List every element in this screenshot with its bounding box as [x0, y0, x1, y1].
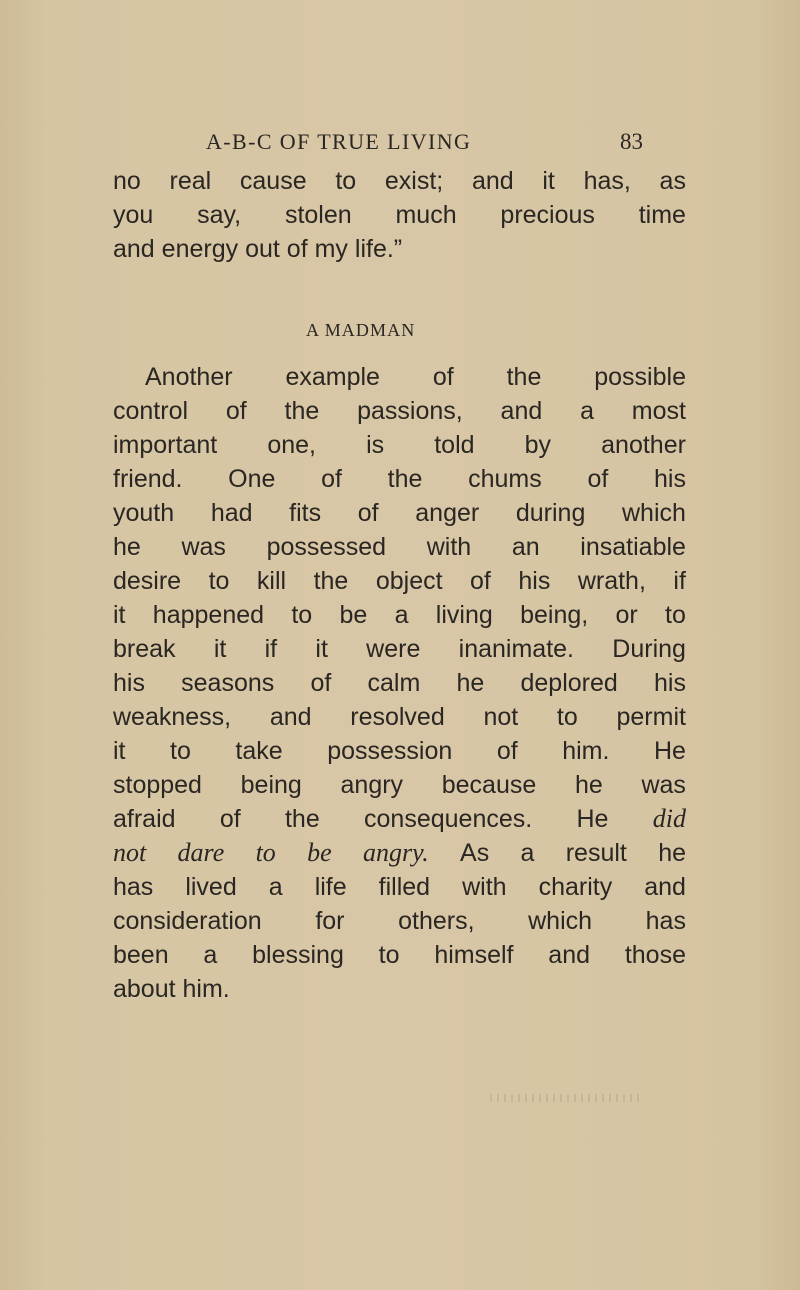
word: and: [113, 235, 155, 263]
word: consideration: [113, 907, 262, 935]
word: my: [314, 235, 348, 263]
text-line: [113, 394, 686, 428]
word: filled: [378, 873, 431, 901]
word: the: [313, 567, 349, 595]
word: fits: [289, 499, 322, 527]
word: insatiable: [580, 533, 686, 561]
word: others,: [398, 907, 475, 935]
word: life: [314, 873, 347, 901]
word: with: [462, 873, 507, 901]
word: to: [170, 737, 191, 765]
italic-word: be: [307, 838, 332, 867]
word: of: [321, 465, 342, 493]
word: is: [366, 431, 385, 459]
word: about: [113, 975, 176, 1003]
word: object: [375, 567, 443, 595]
word: had: [210, 499, 253, 527]
word: he: [456, 669, 485, 697]
word: to: [291, 601, 313, 629]
word: by: [524, 431, 552, 459]
text-line: [113, 802, 686, 836]
word: out: [245, 235, 280, 263]
word: another: [601, 431, 686, 459]
word: anger: [415, 499, 480, 527]
word: was: [181, 533, 226, 561]
word: of: [310, 669, 332, 697]
word: of: [496, 737, 518, 765]
word: to: [665, 601, 686, 629]
text-line: [113, 734, 686, 768]
word: break: [113, 635, 176, 663]
text-line: [113, 428, 686, 462]
word: desire: [113, 567, 182, 595]
text-line: [113, 870, 686, 904]
word: the: [284, 397, 320, 425]
word: stopped: [113, 771, 202, 799]
word: resolved: [350, 703, 445, 731]
word: inanimate.: [458, 635, 574, 663]
word: possible: [594, 363, 686, 391]
text-line: [113, 700, 686, 734]
word: for: [315, 907, 345, 935]
section-title: A MADMAN: [306, 320, 416, 340]
word: of: [225, 397, 247, 425]
word: possessed: [266, 533, 387, 561]
word: he: [574, 771, 603, 799]
word: much: [395, 201, 457, 229]
word: real: [169, 167, 212, 195]
word: of: [286, 235, 308, 263]
word: stolen: [284, 201, 352, 229]
word: kill: [256, 567, 287, 595]
word: or: [615, 601, 638, 629]
word: has: [113, 873, 154, 901]
word: an: [511, 533, 540, 561]
word: to: [556, 703, 578, 731]
word: were: [366, 635, 421, 663]
word: example: [285, 363, 380, 391]
word: to: [208, 567, 230, 595]
word: exist;: [384, 167, 444, 195]
text-line: [113, 666, 686, 700]
word: one,: [267, 431, 316, 459]
faint-print-mark: [490, 1094, 640, 1102]
word: chums: [468, 465, 542, 493]
word: with: [426, 533, 472, 561]
word: being: [240, 771, 302, 799]
word: precious: [500, 201, 595, 229]
word: has: [645, 907, 686, 935]
text-line: [113, 530, 686, 564]
word: One: [228, 465, 276, 493]
word: calm: [367, 669, 421, 697]
running-head: [206, 124, 656, 160]
text-line: [113, 904, 686, 938]
word: take: [235, 737, 283, 765]
text-line: [113, 938, 686, 972]
word: he: [658, 839, 686, 867]
text-line: [113, 496, 686, 530]
word: a: [268, 873, 283, 901]
text-line: [113, 972, 686, 1006]
text-line: [113, 360, 686, 394]
word: his: [654, 669, 686, 697]
word: permit: [616, 703, 686, 731]
word: time: [638, 201, 686, 229]
word: He: [653, 737, 686, 765]
text-line: [113, 836, 686, 870]
word: him.: [182, 975, 230, 1003]
word: say,: [197, 201, 242, 229]
word: He: [576, 805, 609, 833]
page-number: 83: [620, 129, 643, 154]
word: of: [470, 567, 491, 595]
italic-word: not: [113, 838, 147, 867]
word: the: [387, 465, 423, 493]
italic-word: to: [255, 838, 276, 867]
word: result: [565, 839, 627, 867]
word: seasons: [181, 669, 275, 697]
word: of: [357, 499, 379, 527]
word: a: [580, 397, 594, 425]
word: being,: [520, 601, 589, 629]
continued-paragraph: [113, 164, 686, 266]
word: those: [624, 941, 686, 969]
word: friend.: [113, 465, 183, 493]
word: weakness,: [113, 703, 232, 731]
word: of: [219, 805, 241, 833]
text-line: [113, 564, 686, 598]
word: which: [622, 499, 686, 527]
main-paragraph: [113, 360, 686, 1006]
word: no: [113, 167, 141, 195]
word: if: [673, 567, 686, 595]
word: it: [113, 601, 126, 629]
word: life.”: [354, 235, 403, 263]
word: it: [113, 737, 126, 765]
text-line: [113, 632, 686, 666]
word: charity: [538, 873, 613, 901]
word: a: [520, 839, 535, 867]
word: as: [659, 167, 686, 195]
word: told: [434, 431, 475, 459]
word: and: [500, 397, 543, 425]
word: lived: [185, 873, 237, 901]
word: was: [641, 771, 686, 799]
word: of: [432, 363, 454, 391]
word: most: [631, 397, 686, 425]
word: passions,: [357, 397, 463, 425]
text-line: [113, 198, 686, 232]
word: cause: [239, 167, 307, 195]
word: and: [471, 167, 514, 195]
italic-word: dare: [177, 838, 225, 867]
word: he: [113, 533, 141, 561]
word: it: [315, 635, 328, 663]
text-line: [113, 768, 686, 802]
word: it: [542, 167, 555, 195]
word: you: [113, 201, 154, 229]
word: been: [113, 941, 169, 969]
word: living: [435, 601, 493, 629]
word: his: [518, 567, 551, 595]
word: because: [441, 771, 537, 799]
word: youth: [113, 499, 175, 527]
word: and: [644, 873, 686, 901]
word: him.: [562, 737, 610, 765]
word: possession: [327, 737, 453, 765]
word: consequences.: [364, 805, 533, 833]
word: control: [113, 397, 189, 425]
text-line: [113, 462, 686, 496]
word: to: [378, 941, 400, 969]
word: blessing: [252, 941, 344, 969]
word: a: [203, 941, 218, 969]
word: of: [587, 465, 609, 493]
word: angry: [340, 771, 404, 799]
word: his: [113, 669, 145, 697]
word: and: [548, 941, 591, 969]
word: during: [515, 499, 586, 527]
word: to: [335, 167, 357, 195]
word: which: [528, 907, 593, 935]
italic-word: angry.: [362, 838, 429, 867]
italic-word: did: [652, 804, 686, 833]
word: if: [264, 635, 278, 663]
word: himself: [434, 941, 514, 969]
word: it: [213, 635, 227, 663]
word: happened: [152, 601, 265, 629]
running-title: A-B-C OF TRUE LIVING: [206, 129, 472, 154]
word: a: [394, 601, 409, 629]
word: afraid: [113, 805, 176, 833]
word: deplored: [520, 669, 618, 697]
word: Another: [145, 363, 233, 391]
word: and: [269, 703, 312, 731]
word: has,: [583, 167, 631, 195]
word: As: [460, 839, 490, 867]
text-line: [113, 598, 686, 632]
text-line: [113, 164, 686, 198]
word: the: [284, 805, 320, 833]
word: wrath,: [577, 567, 646, 595]
text-line: [113, 232, 686, 266]
word: energy: [161, 235, 239, 263]
word: his: [654, 465, 686, 493]
word: During: [612, 635, 686, 663]
word: the: [506, 363, 542, 391]
word: be: [339, 601, 368, 629]
word: important: [113, 431, 218, 459]
word: not: [483, 703, 519, 731]
